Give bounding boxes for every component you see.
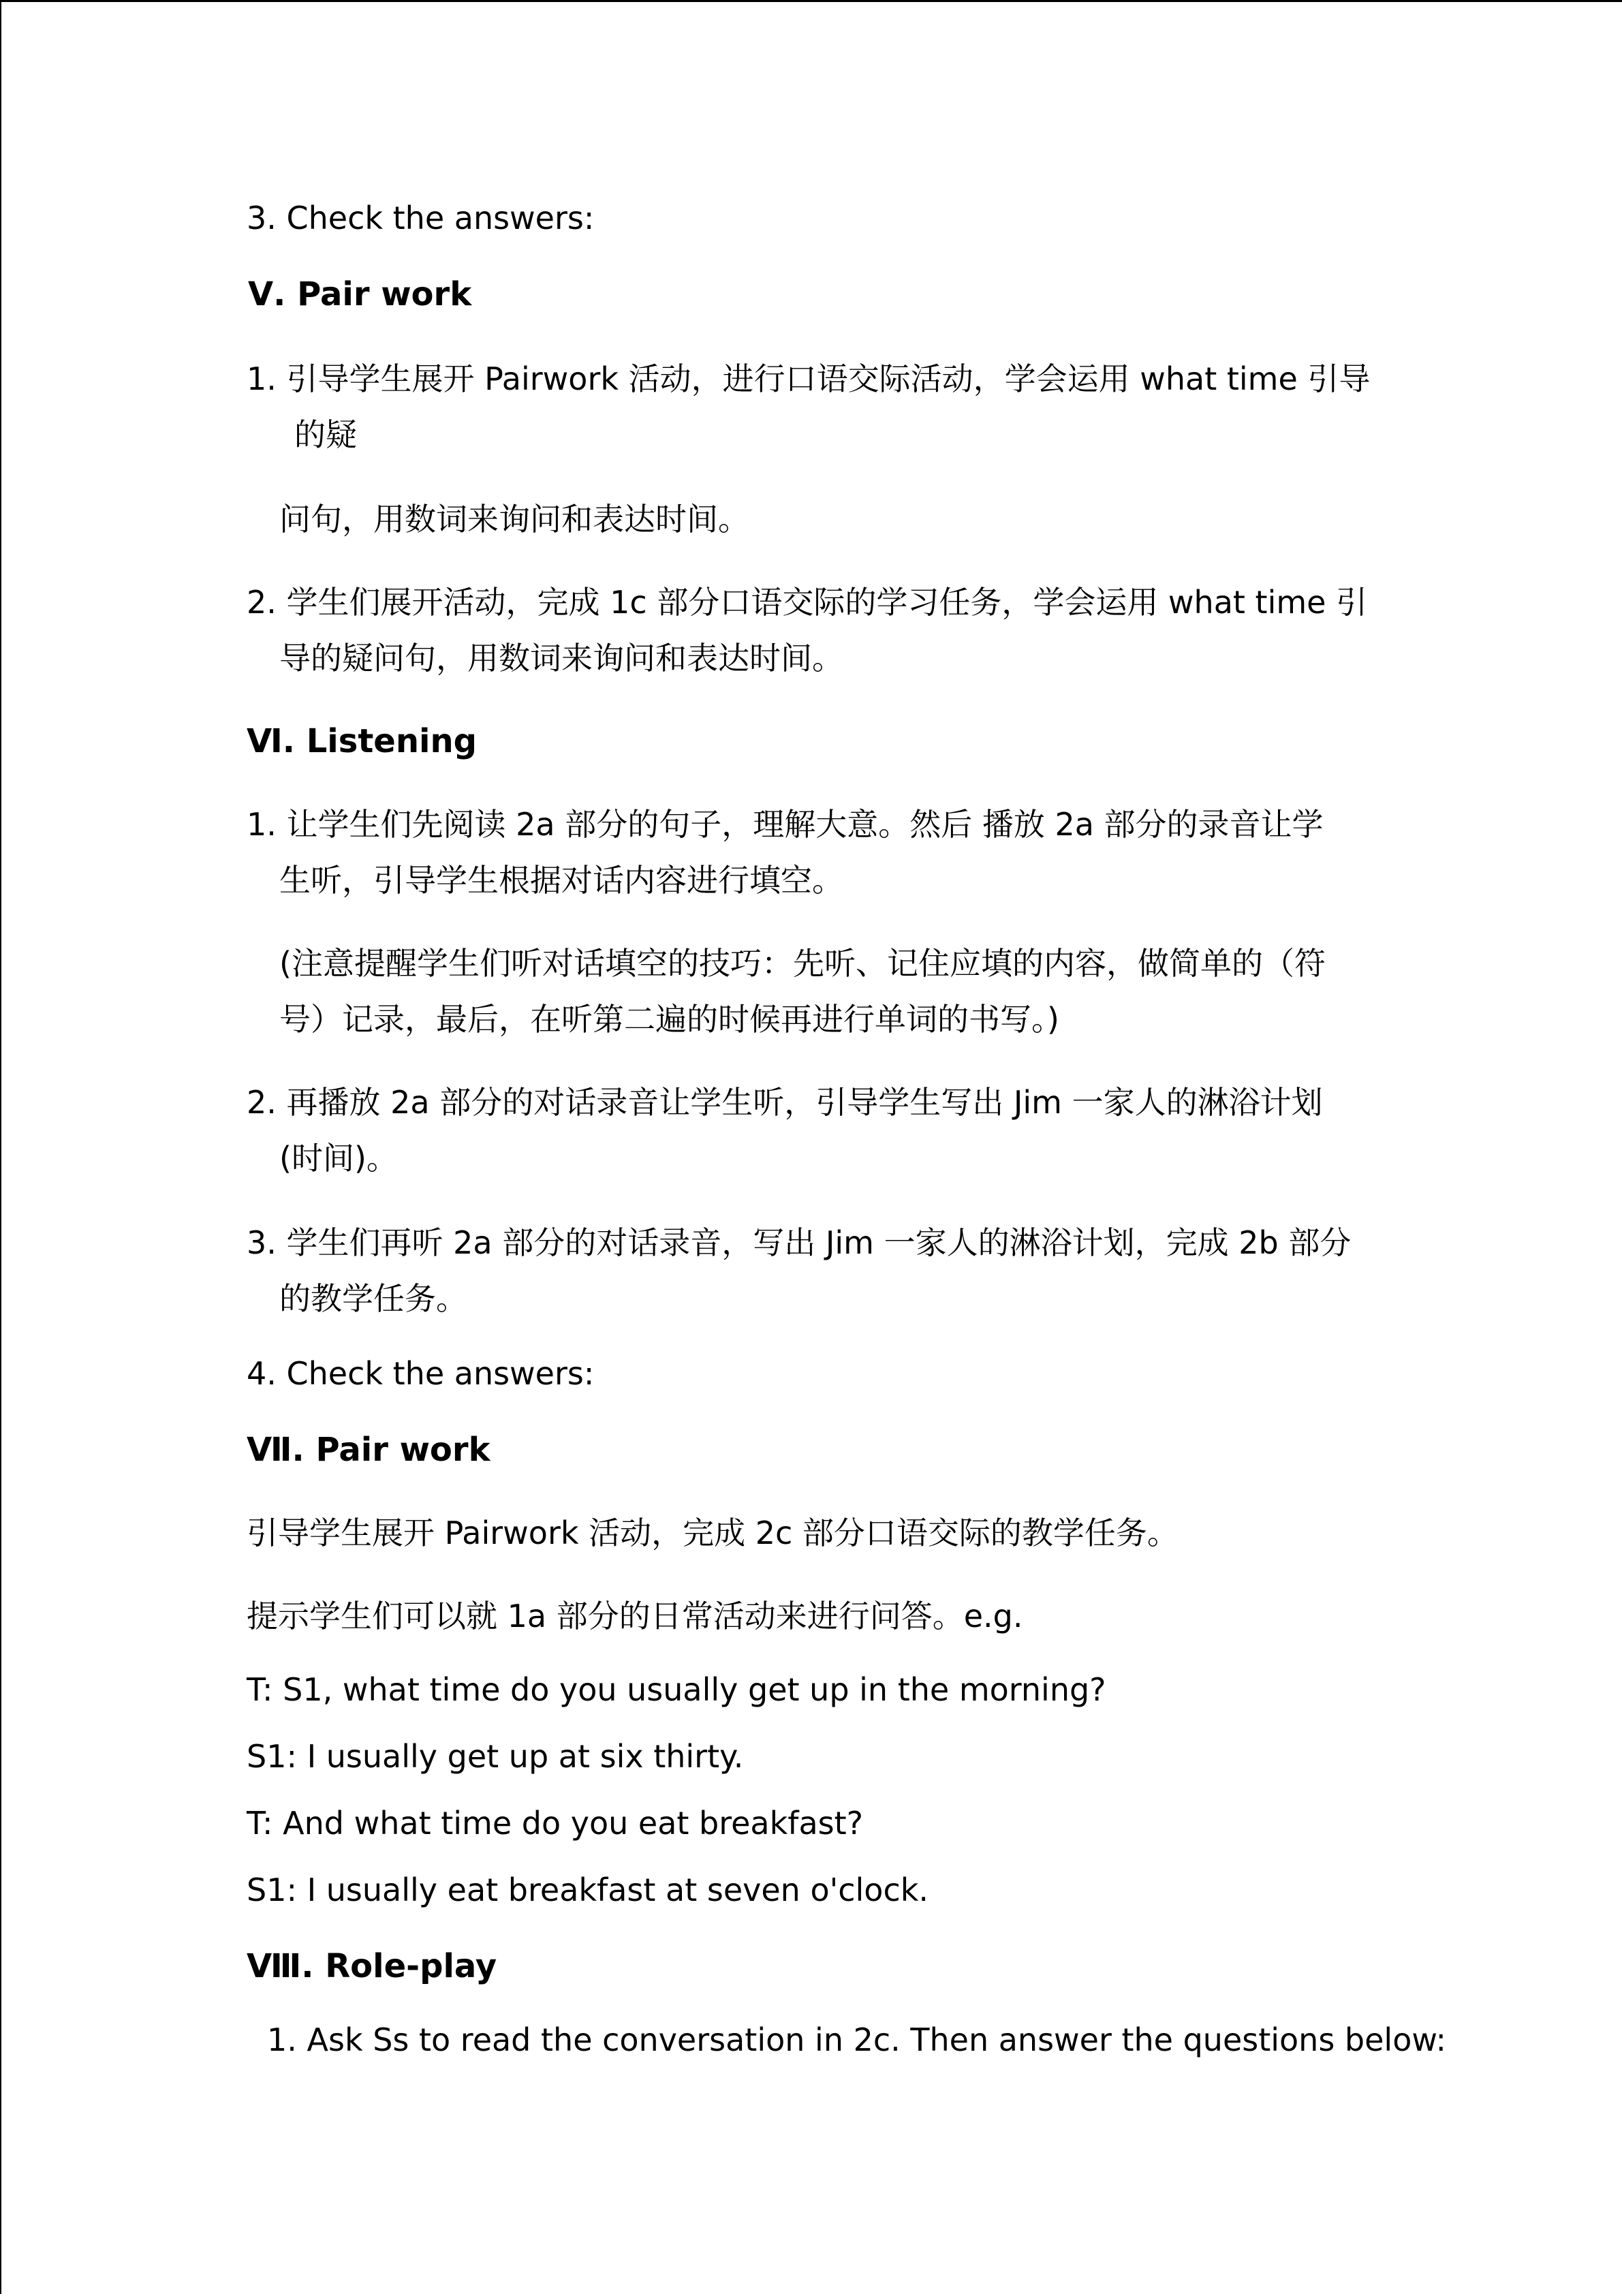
paragraph-line: 的疑 — [294, 416, 357, 453]
paragraph-line: 2. 再播放 2a 部分的对话录音让学生听，引导学生写出 Jim 一家人的淋浴计划 — [247, 1084, 1323, 1121]
paragraph-line: 导的疑问句，用数词来询问和表达时间。 — [279, 640, 843, 677]
section-heading-pair-work-2: Ⅶ. Pair work — [247, 1431, 490, 1469]
paragraph-line: (时间)。 — [279, 1140, 398, 1177]
paragraph-line: 1. Ask Ss to read the conversation in 2c. Then answer the questions below: — [267, 2021, 1446, 2058]
paragraph-line: 1. 引导学生展开 Pairwork 活动，进行口语交际活动，学会运用 what time 引导 — [247, 360, 1371, 397]
dialogue-line: S1: I usually eat breakfast at seven o'clock. — [247, 1872, 929, 1908]
paragraph-line: 号）记录，最后，在听第二遍的时候再进行单词的书写。) — [279, 1001, 1059, 1038]
paragraph-line: 2. 学生们展开活动，完成 1c 部分口语交际的学习任务，学会运用 what time 引 — [247, 584, 1368, 621]
dialogue-line: T: S1, what time do you usually get up in the morning? — [247, 1671, 1106, 1708]
section-heading-role-play: Ⅷ. Role-play — [247, 1947, 497, 1985]
section-heading-listening: Ⅵ. Listening — [247, 722, 477, 760]
section-heading-pair-work: Ⅴ. Pair work — [248, 275, 472, 313]
paragraph-line: 问句，用数词来询问和表达时间。 — [279, 501, 749, 538]
document-body — [1, 2, 1622, 2296]
paragraph-line: (注意提醒学生们听对话填空的技巧：先听、记住应填的内容，做简单的（符 — [279, 945, 1326, 982]
paragraph-line: 1. 让学生们先阅读 2a 部分的句子，理解大意。然后 播放 2a 部分的录音让学 — [247, 806, 1324, 843]
check-answers-line: 3. Check the answers: — [247, 200, 595, 236]
paragraph-line: 4. Check the answers: — [247, 1355, 595, 1392]
paragraph-line: 的教学任务。 — [279, 1280, 467, 1317]
dialogue-line: T: And what time do you eat breakfast? — [247, 1805, 864, 1842]
dialogue-line: S1: I usually get up at six thirty. — [247, 1738, 744, 1775]
paragraph-line: 生听，引导学生根据对话内容进行填空。 — [279, 862, 843, 899]
paragraph-line: 引导学生展开 Pairwork 活动，完成 2c 部分口语交际的教学任务。 — [247, 1515, 1179, 1551]
paragraph-line: 3. 学生们再听 2a 部分的对话录音，写出 Jim 一家人的淋浴计划，完成 2b 部分 — [247, 1224, 1352, 1261]
paragraph-line: 提示学生们可以就 1a 部分的日常活动来进行问答。e.g. — [247, 1598, 1023, 1634]
